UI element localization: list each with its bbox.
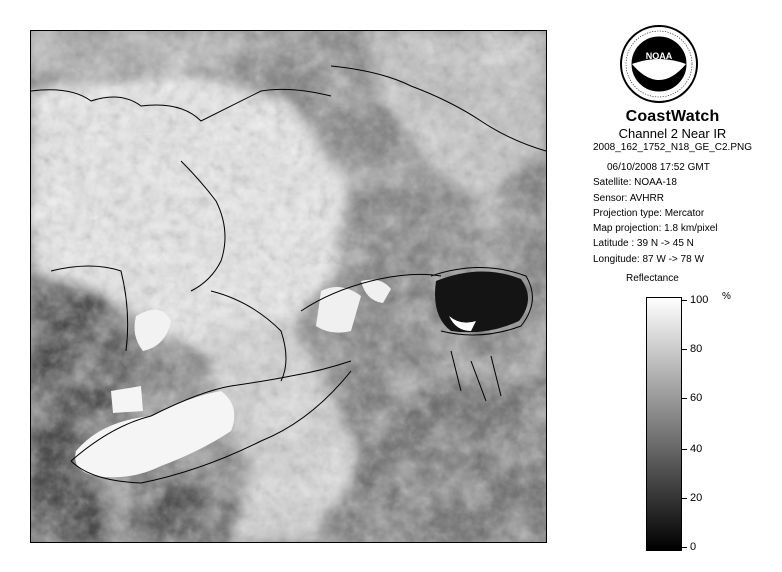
- colorbar-tick-label: 20: [690, 492, 703, 504]
- image-filename: 2008_162_1752_N18_GE_C2.PNG: [592, 142, 752, 153]
- channel-subtitle: Channel 2 Near IR: [618, 126, 727, 141]
- colorbar-tick-label: 80: [690, 343, 703, 355]
- metadata-panel: [593, 160, 718, 267]
- satellite-label: Satellite: NOAA-18: [593, 177, 677, 189]
- acquisition-datetime: 06/10/2008 17:52 GMT: [607, 162, 710, 173]
- colorbar-tick-label: 60: [690, 392, 703, 404]
- projection-type-label: Projection type: Mercator: [593, 207, 705, 219]
- colorbar-tick-label: 40: [690, 443, 703, 455]
- colorbar-tick-label: 0: [690, 541, 697, 553]
- header-block: [563, 108, 782, 155]
- svg-text:NOAA: NOAA: [645, 51, 673, 61]
- colorbar-tick: [681, 300, 687, 301]
- colorbar-tick: [681, 449, 687, 450]
- colorbar-tick: [681, 547, 687, 548]
- colorbar-tick: [681, 398, 687, 399]
- sensor-label: Sensor: AVHRR: [593, 192, 664, 204]
- product-title: CoastWatch: [625, 108, 720, 125]
- latitude-range-label: Latitude : 39 N -> 45 N: [593, 238, 694, 250]
- colorbar-tick: [681, 498, 687, 499]
- reflectance-colorbar: [646, 297, 682, 551]
- colorbar-tick-label: 100: [690, 294, 709, 306]
- longitude-range-label: Longitude: 87 W -> 78 W: [593, 253, 704, 265]
- map-canvas: [31, 31, 546, 542]
- satellite-map: [30, 30, 547, 543]
- colorbar-title: Reflectance: [626, 273, 679, 284]
- map-projection-label: Map projection: 1.8 km/pixel: [593, 223, 718, 235]
- colorbar-unit: %: [722, 291, 731, 302]
- colorbar-tick: [681, 349, 687, 350]
- noaa-logo: [619, 24, 699, 104]
